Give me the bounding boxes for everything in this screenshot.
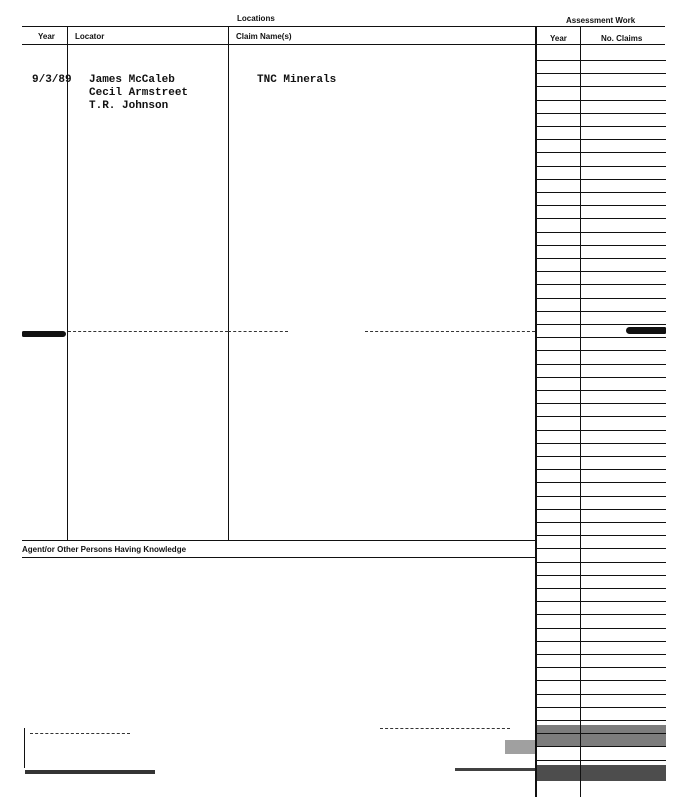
entry-year: 9/3/89 [32,74,72,86]
scan-artifact [455,768,535,771]
assessment-work-header: Assessment Work [566,16,636,25]
left-fold-mark [22,331,66,337]
locator-column-header: Locator [75,32,105,41]
fold-line-left [68,331,228,332]
locator-2: Cecil Armstreet [89,87,189,99]
assessment-year-column-header: Year [550,34,567,43]
header-top-rule [22,26,665,27]
scan-artifact [25,770,155,774]
scan-artifact [30,733,130,734]
scan-artifact [380,728,510,729]
locator-1: James McCaleb [89,74,175,86]
agent-header: Agent/or Other Persons Having Knowledge [22,545,187,554]
fold-line-right [365,331,535,332]
locations-header: Locations [237,14,275,23]
agent-bottom-rule [22,557,535,558]
claim-name: TNC Minerals [257,74,337,86]
scan-artifact [24,728,25,768]
claim-names-column-header: Claim Name(s) [236,32,292,41]
assessment-grid [536,44,666,774]
no-claims-column-header: No. Claims [601,34,643,43]
year-column-header: Year [38,32,55,41]
agent-top-rule [22,540,535,541]
locator-3: T.R. Johnson [89,100,169,112]
fold-line-mid [228,331,288,332]
scan-artifact [505,740,535,754]
year-locator-divider [67,27,68,540]
locator-claim-divider [228,27,229,540]
